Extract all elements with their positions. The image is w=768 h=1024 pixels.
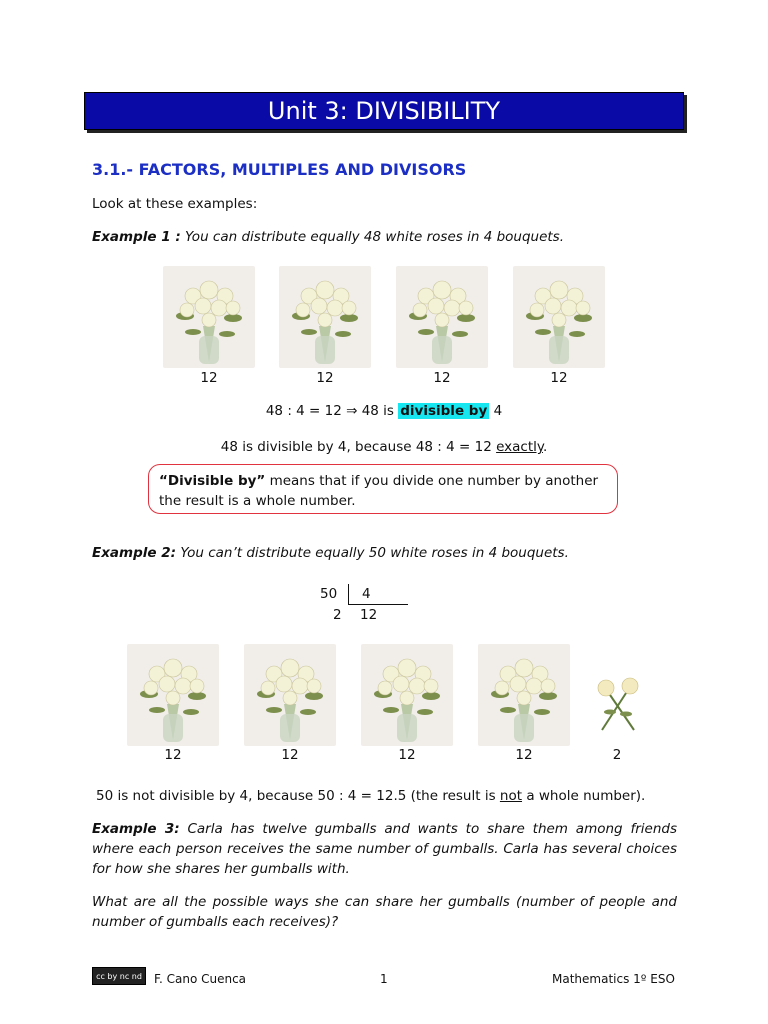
definition-text: means that if you divide one number by another the result is a whole number.: [159, 473, 599, 509]
bouquet-image: [279, 266, 371, 368]
division-divisor: 4: [362, 586, 371, 602]
two-roses-image: [590, 672, 646, 734]
example1-text: You can distribute equally 48 white roses in 4 bouquets.: [185, 229, 565, 245]
division-bar-horizontal: [348, 604, 408, 605]
because-prefix: 48 is divisible by 4, because 48 : 4 = 12: [220, 439, 492, 455]
bouquet-image: [127, 644, 219, 746]
footer-author: F. Cano Cuenca: [154, 972, 247, 986]
cc-license-badge: cc by nc nd: [92, 967, 146, 985]
definition-box: [148, 464, 618, 514]
bouquet-count: 12: [200, 370, 218, 386]
bouquet-count: 12: [433, 370, 451, 386]
bouquet-count: 12: [398, 747, 416, 763]
not-divisible-statement: [96, 788, 645, 804]
equation-prefix: 48 : 4 = 12 ⇒ 48 is: [265, 403, 394, 419]
result-prefix: 50 is not divisible by 4, because 50 : 4 = 12.5 (the result is: [96, 788, 496, 804]
division-quotient: 12: [360, 607, 378, 623]
division-equation: [0, 403, 768, 419]
example3-statement: [92, 819, 677, 879]
bouquet-count: 12: [316, 370, 334, 386]
equation-suffix: 4: [493, 403, 503, 419]
section-title: 3.1.- FACTORS, MULTIPLES AND DIVISORS: [92, 160, 467, 179]
example3-question: What are all the possible ways she can share her gumballs (number of people and number of gumballs each receives)?: [92, 894, 677, 930]
example1-label: Example 1 :: [92, 229, 181, 245]
division-remainder: 2: [333, 607, 342, 623]
not-word: not: [499, 788, 523, 804]
footer-page-number: 1: [380, 972, 388, 986]
example3-label: Example 3:: [92, 821, 180, 837]
bouquet-count: 12: [515, 747, 533, 763]
definition-term: “Divisible by”: [159, 473, 266, 489]
intro-text: Look at these examples:: [92, 196, 258, 212]
example2-statement: [92, 545, 569, 561]
bouquet-image: [396, 266, 488, 368]
example2-label: Example 2:: [92, 545, 177, 561]
division-dividend: 50: [320, 586, 338, 602]
unit-title: Unit 3: DIVISIBILITY: [84, 92, 684, 130]
bouquet-image: [478, 644, 570, 746]
because-statement: [0, 439, 768, 455]
bouquet-image: [244, 644, 336, 746]
footer-course: Mathematics 1º ESO: [552, 972, 675, 986]
bouquet-count: 12: [550, 370, 568, 386]
bouquet-count: 12: [281, 747, 299, 763]
bouquet-count: 12: [164, 747, 182, 763]
example3-text: Carla has twelve gumballs and wants to share them among friends where each person receives the same number of gumballs. Carla has several choices for how she shares her gumballs with.: [92, 821, 677, 877]
example1-statement: [92, 229, 564, 245]
because-end: .: [542, 439, 548, 455]
loose-roses-count: 2: [612, 747, 622, 763]
bouquet-image: [361, 644, 453, 746]
divisible-by-highlight: divisible by: [400, 403, 488, 419]
bouquet-image: [163, 266, 255, 368]
division-bar-vertical: [348, 584, 349, 604]
exactly-word: exactly: [496, 439, 543, 455]
example2-text: You can’t distribute equally 50 white roses in 4 bouquets.: [180, 545, 569, 561]
result-suffix: a whole number).: [526, 788, 646, 804]
bouquet-image: [513, 266, 605, 368]
